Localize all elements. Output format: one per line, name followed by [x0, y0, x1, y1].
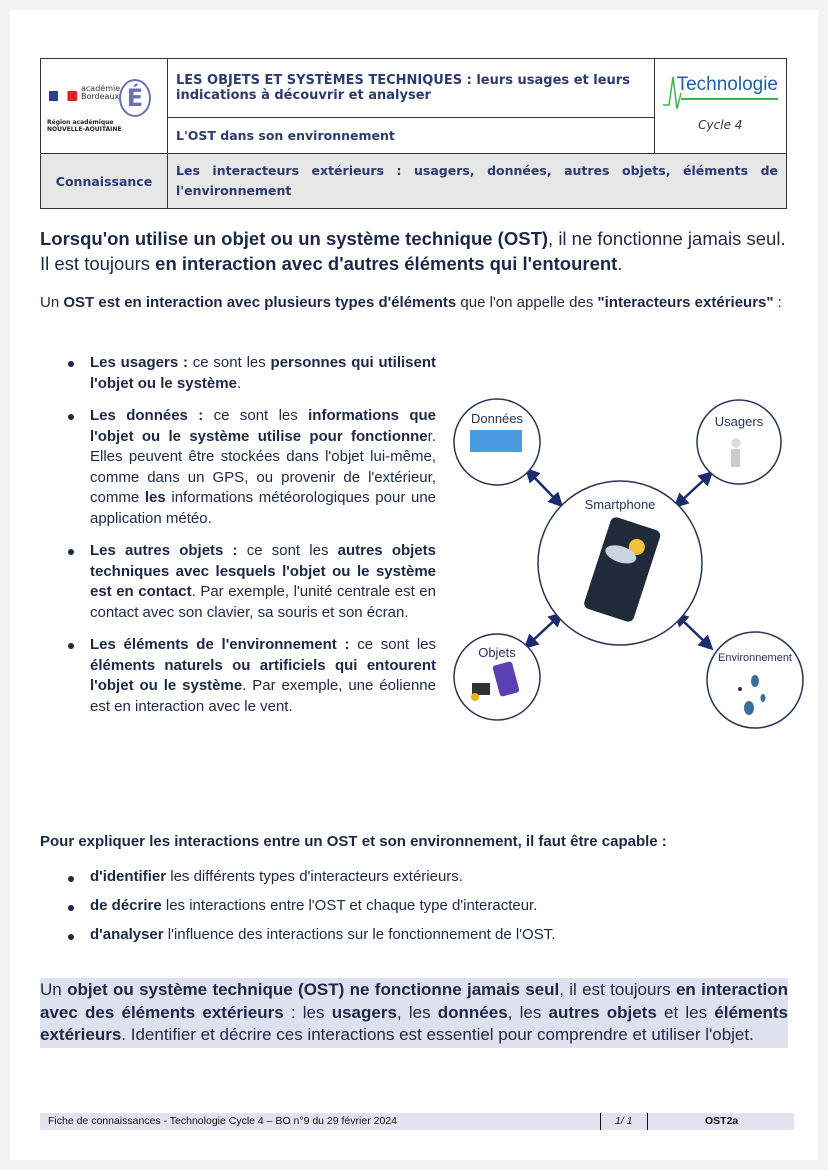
bold-text: OST est en interaction avec plusieurs types d'éléments — [63, 294, 457, 311]
text: et les — [656, 1002, 715, 1022]
text: Un — [40, 980, 68, 999]
text: ce sont les — [187, 354, 271, 371]
text: . Identifier et décrire ces interactions est essentiel pour comprendre et utiliser l'objet. — [121, 1025, 754, 1044]
text: , les — [396, 1002, 438, 1022]
node-objets: Objets — [478, 645, 516, 660]
document-title: LES OBJETS ET SYSTÈMES TECHNIQUES : leurs usages et leurs indications à découvrir et analyser — [168, 59, 655, 118]
text: l'influence des interactions sur le fonctionnement de l'OST. — [163, 926, 556, 943]
bold-text: Lorsqu'on utilise un objet ou un système technique (OST) — [40, 228, 549, 249]
text: les interactions entre l'OST et chaque type d'interacteur. — [161, 897, 538, 914]
bold-text: en interaction avec des éléments extérieurs — [40, 980, 788, 1022]
footer-text: Fiche de connaissances - Technologie Cycle 4 – BO n°9 du 29 février 2024 — [48, 1115, 397, 1127]
bold-text: Les éléments de l'environnement : — [90, 636, 350, 653]
list-item — [66, 926, 555, 955]
bold-text: de décrire — [90, 897, 162, 914]
abilities-list — [66, 868, 555, 955]
bold-text: Les données : — [90, 407, 204, 424]
summary-box — [40, 978, 788, 1048]
text: Un — [40, 294, 64, 311]
text: , il ne fonctionne jamais seul. Il est toujours — [40, 228, 786, 274]
text: ce sont les — [349, 636, 436, 653]
bold-text: les — [144, 489, 166, 506]
text: : les — [283, 1002, 332, 1022]
arrow-usagers — [679, 476, 708, 503]
list-item — [66, 353, 436, 394]
bold-text: éléments extérieurs — [40, 1002, 788, 1044]
text: r. Elles peuvent être stockées dans l'objet lui-même, comme dans un GPS, ou provenir de l'extérieur, comme — [90, 427, 436, 506]
section-heading: Pour expliquer les interactions entre un OST et son environnement, il faut être capable : — [40, 833, 667, 850]
text: informations météorologiques pour une application météo. — [90, 489, 437, 527]
interactors-intro — [40, 292, 798, 313]
arrow-donnees — [530, 473, 558, 502]
list-item — [66, 406, 436, 529]
bold-text: éléments naturels ou artificiels qui entourent l'objet ou le système — [90, 656, 436, 694]
arrow-environnement — [679, 617, 708, 645]
text: ce sont les — [237, 542, 338, 559]
bold-text: objet ou système technique (OST) ne fonctionne jamais seul — [67, 980, 560, 999]
arrow-objets — [529, 617, 558, 644]
text: que l'on appelle des — [456, 294, 598, 311]
list-item — [66, 541, 436, 623]
bold-text: Les usagers : — [90, 354, 188, 371]
node-donnees: Données — [470, 411, 524, 426]
document-code: OST2a — [705, 1115, 739, 1127]
interaction-diagram — [450, 395, 810, 735]
text: , les — [507, 1002, 549, 1022]
bold-text: données — [437, 1002, 508, 1022]
text: les différents types d'interacteurs extérieurs. — [166, 868, 463, 885]
text: . — [617, 253, 623, 274]
header-table — [40, 58, 787, 209]
technologie-logo: Technologie Cycle 4 — [654, 59, 786, 154]
academy-logo: académie Bordeaux É Région académique NOUVELLE-AQUITAINE — [41, 59, 168, 154]
list-item — [66, 897, 555, 926]
bold-text: autres objets techniques avec lesquels l'objet ou le système est en contact — [90, 542, 436, 600]
bold-text: d'analyser — [90, 926, 164, 943]
bold-text: en interaction avec d'autres éléments qui l'entourent — [155, 253, 618, 274]
bold-text: Les autres objets : — [90, 542, 238, 559]
node-environnement: Environnement — [718, 652, 792, 664]
text: : — [773, 294, 782, 311]
intro-paragraph — [40, 226, 790, 276]
text: ce sont les — [203, 407, 309, 424]
interactor-list — [66, 353, 436, 729]
topic-label: Les interacteurs extérieurs : usagers, données, autres objets, éléments de l'environnement — [168, 154, 787, 209]
bold-text: informations que l'objet ou le système utilise pour fonctionne — [90, 407, 436, 445]
text: . Par exemple, l'unité centrale est en contact avec son clavier, sa souris et son écran. — [90, 583, 436, 621]
bold-text: "interacteurs extérieurs" — [597, 294, 774, 311]
node-usagers: Usagers — [714, 414, 764, 429]
category-label: Connaissance — [41, 154, 168, 209]
bold-text: d'identifier — [90, 868, 167, 885]
bold-text: personnes qui utilisent l'objet ou le système — [90, 354, 436, 392]
node-smartphone: Smartphone — [584, 497, 656, 512]
footer — [40, 1113, 794, 1130]
bold-text: autres objets — [548, 1002, 657, 1022]
text: . — [236, 374, 242, 392]
user-figure — [731, 449, 740, 467]
text: . Par exemple, une éolienne est en interaction avec le vent. — [90, 677, 436, 715]
bold-text: usagers — [331, 1002, 397, 1022]
text: , il est toujours — [559, 980, 676, 999]
page-number: 1/ 1 — [600, 1113, 648, 1130]
document-subtitle: L'OST dans son environnement — [168, 118, 655, 154]
list-item — [66, 635, 436, 717]
data-image — [470, 430, 522, 452]
list-item — [66, 868, 555, 897]
